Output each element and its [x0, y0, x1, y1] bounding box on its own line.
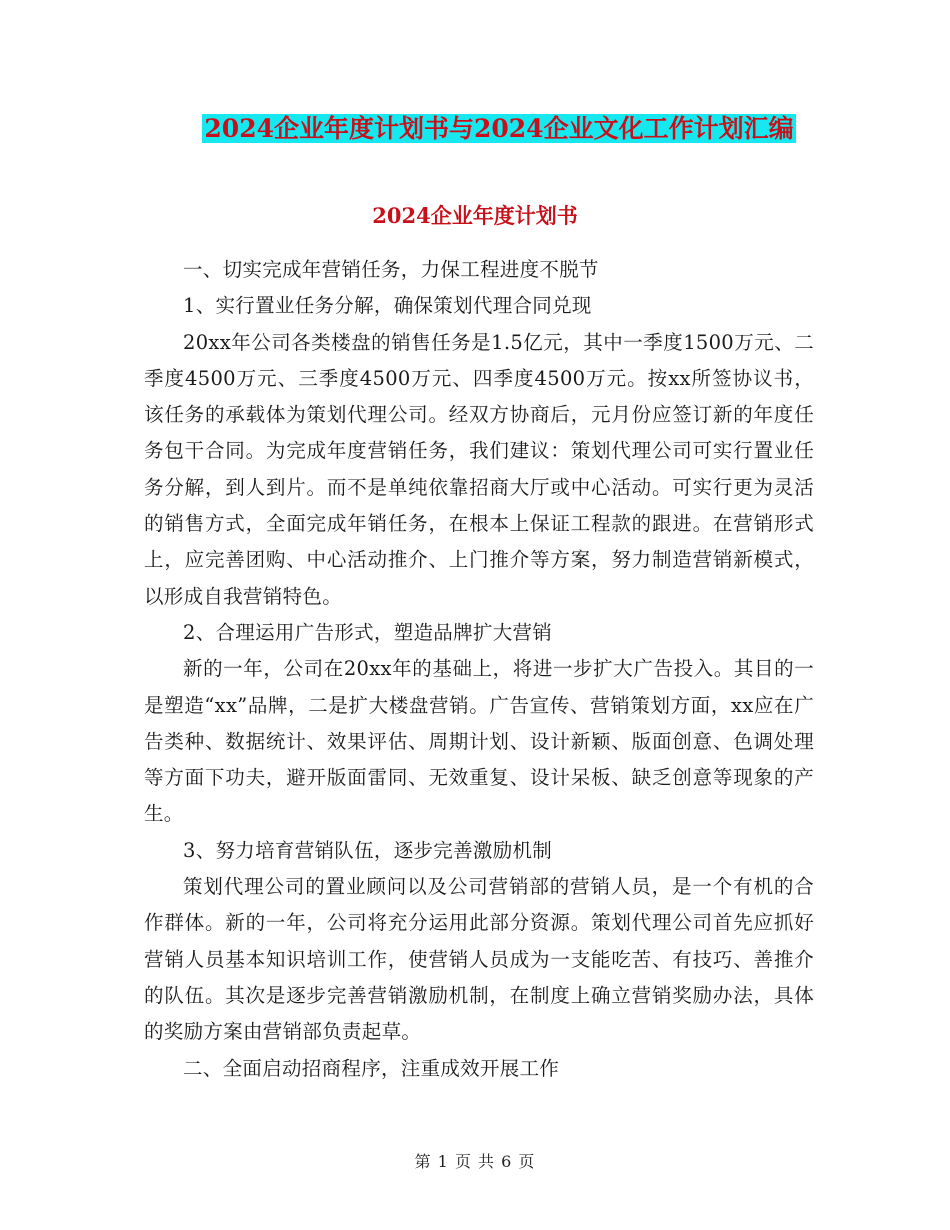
main-title-text: 2024企业年度计划书与2024企业文化工作计划汇编 [204, 114, 794, 143]
paragraph-subheading-2: 2、合理运用广告形式，塑造品牌扩大营销 [183, 620, 553, 644]
paragraph-body-1: 20xx年公司各类楼盘的销售任务是1.5亿元，其中一季度1500万元、二季度4500万元、三季度4500万元、四季度4500万元。按xx所签协议书，该任务的承载体为策划代理公司。经双方协商后，元月份应签订新的年度任务包干合同。为完成年度营销任务，我们建议：策划代理公司可实行置业任务分解，到人到片。而不是单纯依靠招商大厅或中心活动。可实行更为灵活的销售方式，全面完成年销任务，在根本上保证工程款的跟进。在营销形式上，应完善团购、中心活动推介、上门推介等方案，努力制造营销新模式，以形成自我营销特色。 [144, 330, 814, 608]
paragraph-subheading-3: 3、努力培育营销队伍，逐步完善激励机制 [183, 838, 553, 862]
document-main-title [0, 112, 950, 146]
paragraph-body-2: 新的一年，公司在20xx年的基础上，将进一步扩大广告投入。其目的一是塑造“xx”品牌，二是扩大楼盘营销。广告宣传、营销策划方面，xx应在广告类种、数据统计、效果评估、周期计划、设计新颖、版面创意、色调处理等方面下功夫，避开版面雷同、无效重复、设计呆板、缺乏创意等现象的产生。 [144, 657, 814, 826]
paragraph-subheading-1: 1、实行置业任务分解，确保策划代理合同兑现 [183, 294, 592, 318]
section-title: 2024企业年度计划书 [372, 203, 578, 228]
paragraph-body-3: 策划代理公司的置业顾问以及公司营销部的营销人员，是一个有机的合作群体。新的一年，公司将充分运用此部分资源。策划代理公司首先应抓好营销人员基本知识培训工作，使营销人员成为一支能吃苦、有技巧、善推介的队伍。其次是逐步完善营销激励机制，在制度上确立营销奖励办法，具体的奖励方案由营销部负责起草。 [144, 875, 814, 1044]
page-number-footer: 第 1 页 共 6 页 [414, 1152, 536, 1171]
document-body [144, 222, 814, 1087]
paragraph-heading-1: 一、切实完成年营销任务，力保工程进度不脱节 [183, 258, 599, 281]
paragraph-heading-2: 二、全面启动招商程序，注重成效开展工作 [183, 1056, 560, 1080]
